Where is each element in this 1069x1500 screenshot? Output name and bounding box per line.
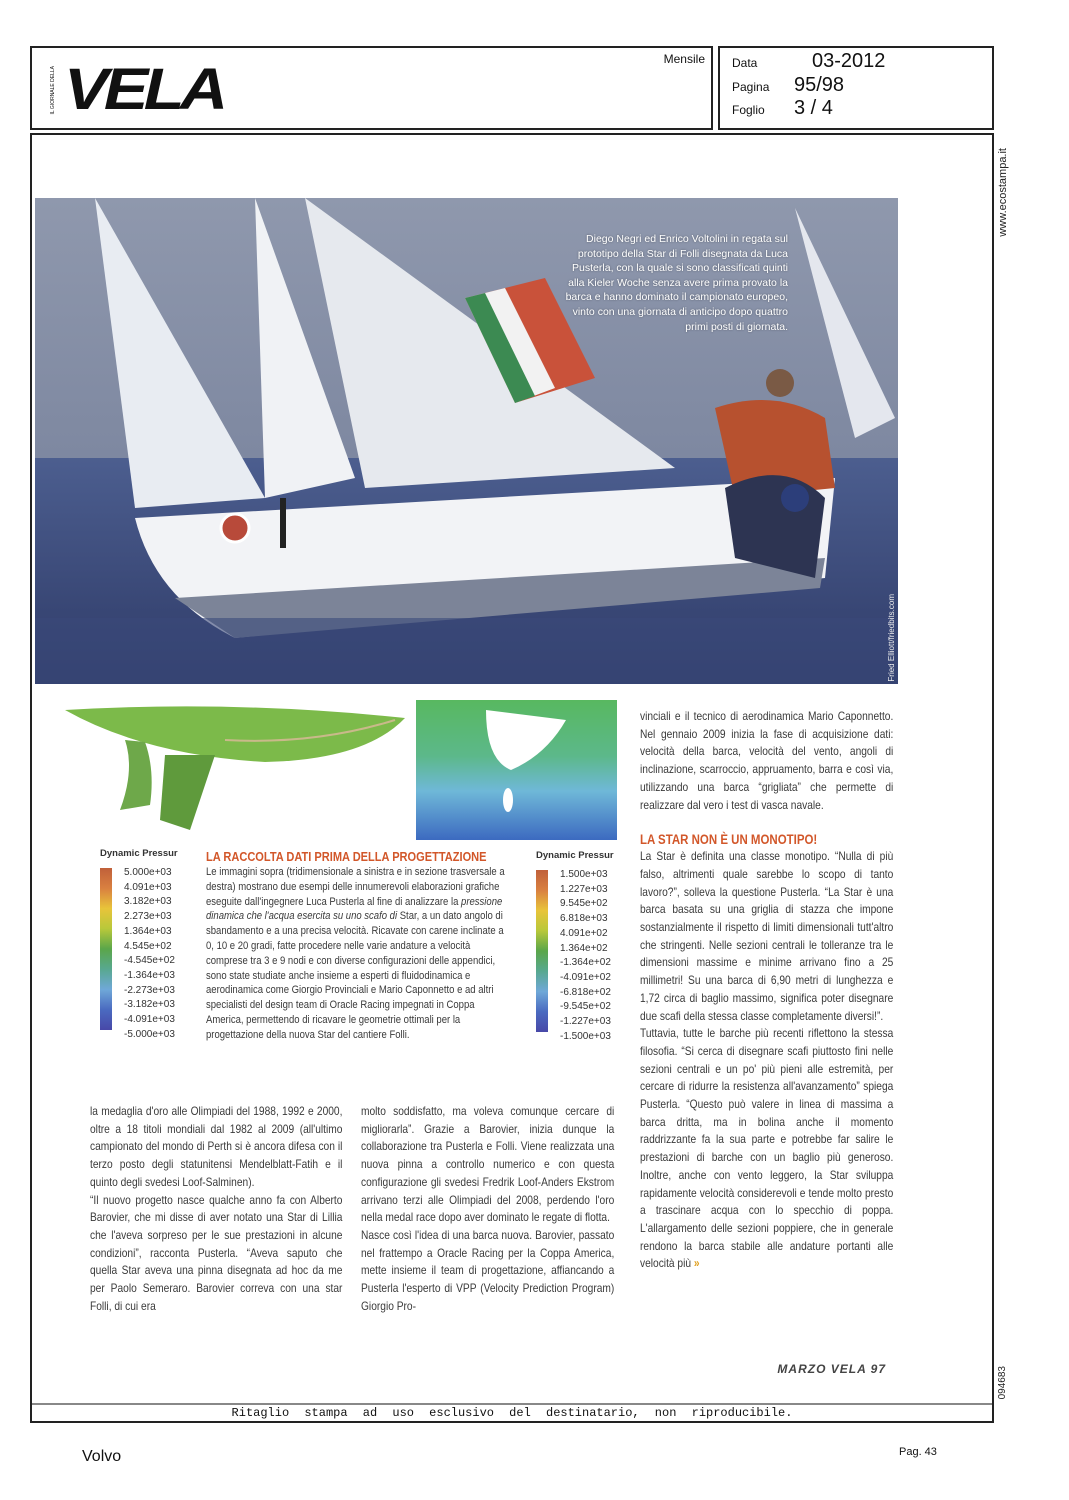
legend-title: Dynamic Pressur — [100, 848, 178, 859]
frequency-label: Mensile — [663, 52, 705, 66]
legend-value: 3.182e+03 — [124, 896, 172, 908]
page-value: 95/98 — [794, 74, 845, 96]
paragraph: La Star è definita una classe monotipo. “Nulla di più falso, altrimenti quale sarebbe lo scopo di tanto lavoro?”, solleva la questione Pusterla. “La Star è una barca basata su una griglia di stazza che impone sostanzialmente il rispetto di limiti dimensionali tutt'altro che stringenti. Nelle sezioni centrali le tolleranze tra le dimensioni massime e minime arrivano fino a 25 millimetri! Su una barca di 6,90 metri di lunghezza e 1,72 circa di baglio massimo, significa poter disegnare due scafi della stessa classe completamente diversi!”. — [640, 849, 894, 1023]
sheet-row — [732, 97, 833, 119]
disclaimer: Ritaglio stampa ad uso esclusivo del destinatario, non riproducibile. — [32, 1403, 992, 1421]
legend-colorbar — [536, 870, 548, 1032]
legend-value: 1.364e+03 — [124, 925, 172, 937]
article-column-1 — [90, 1103, 342, 1315]
photo-credit: Fried Elliott/friedbits.com — [887, 594, 896, 682]
article-column-2 — [361, 1103, 614, 1315]
sheet-label: Foglio — [732, 103, 765, 117]
sidebar-text-a: Le immagini sopra (tridimensionale a sinistra e in sezione trasversale a destra) mostrano due esempi delle innumerevoli elaborazioni grafiche eseguite dall'ingegnere Luca Pusterla al fine di analizzare la — [206, 866, 505, 908]
legend-value: -4.091e+02 — [560, 971, 611, 983]
legend-value: 2.273e+03 — [124, 911, 172, 923]
legend-value: 4.091e+02 — [560, 927, 608, 939]
legend-value: -9.545e+02 — [560, 1001, 611, 1013]
legend-value: 5.000e+03 — [124, 867, 172, 878]
paragraph: la medaglia d'oro alle Olimpiadi del 1988, 1992 e 2000, oltre a 18 titoli mondiali dal 1982 al 2009 (all'ultimo campionato del mondo di Perth si è ancora difesa con il terzo posto degli statunitensi Mendelblatt-Fatih e il quinto degli svedesi Loof-Salminen). — [90, 1104, 343, 1189]
date-row — [732, 50, 886, 72]
hull-section-shape — [416, 700, 617, 840]
website-label: www.ecostampa.it — [997, 148, 1009, 237]
legend-value: -1.364e+03 — [124, 969, 175, 981]
legend-value: -5.000e+03 — [124, 1028, 175, 1040]
page-number: Pag. 43 — [899, 1446, 937, 1458]
hull-section-pressure-image — [416, 700, 617, 840]
legend-value: -1.500e+03 — [560, 1030, 611, 1042]
legend-value: -1.364e+02 — [560, 957, 611, 969]
sidebar-text-b: Star, a un dato angolo di sbandamento e a una precisa velocità. Ricavate con carene inclinate a 0, 10 e 20 gradi, fatte procedere nelle varie andature a velocità comprese tra 3 e 9 nodi e con diverse configurazioni delle appendici, sono state studiate anche insieme a esperti di fluidodinamica e aerodinamica come Giorgio Provinciali e Mario Caponnetto e ad altri specialisti del design team di Oracle Racing impegnati in Coppa America, permettendo di ricavare le geometrie ottimali per la progettazione della nuova Star del cantiere Folli. — [206, 910, 504, 1041]
masthead-box — [30, 46, 713, 130]
legend-values — [560, 868, 611, 1044]
photo-caption: Diego Negri ed Enrico Voltolini in regata sul prototipo della Star di Folli disegnata da Luca Pusterla, con la quale si sono classificati quinti alla Kieler Woche senza avere prima provato la barca e hanno dominato il campionato europeo, vinto con una giornata di anticipo dopo quattro primi posti di giornata. — [565, 233, 788, 333]
legend-value: -1.227e+03 — [560, 1016, 611, 1028]
sailing-photo — [35, 198, 898, 684]
continue-marker: » — [693, 1256, 700, 1271]
legend-values — [124, 866, 175, 1042]
legend-value: -2.273e+03 — [124, 984, 175, 996]
page-row — [732, 74, 845, 96]
hull-3d-pressure-image — [65, 700, 405, 840]
date-value: 03-2012 — [812, 50, 886, 72]
legend-value: 9.545e+02 — [560, 898, 608, 910]
clip-code: 094683 — [997, 1366, 1008, 1400]
paragraph: molto soddisfatto, ma voleva comunque cercare di migliorarla”. Grazie a Barovier, inizia dunque la collaborazione tra Pusterla e Folli. Viene realizzata una nuova pinna a controllo numerico e con questa configurazione gli svedesi Fredrik Loof-Anders Ekstrom arrivano terzi alle Olimpiadi del 2008, perdendo l'oro nella medal race dopo aver dominato le regate di flotta. — [361, 1104, 615, 1225]
page-label: Pagina — [732, 80, 770, 94]
legend-value: -4.091e+03 — [124, 1014, 175, 1026]
date-label: Data — [732, 56, 758, 70]
clipping-meta-box — [718, 46, 994, 130]
legend-value: 6.818e+03 — [560, 913, 608, 925]
sidebar-text-italic: pressione dinamica che l'acqua esercita su uno scafo di — [206, 895, 503, 923]
legend-value: 4.091e+03 — [124, 881, 172, 893]
article-column-3 — [640, 708, 893, 1273]
legend-title: Dynamic Pressur — [536, 850, 614, 861]
sidebar-box — [206, 849, 512, 1043]
logo-tagline: IL GIORNALE DELLA — [50, 66, 56, 115]
paragraph: vinciali e il tecnico di aerodinamica Mario Caponnetto. Nel gennaio 2009 inizia la fase di acquisizione dati: velocità della barca, velocità del vento, angoli di inclinazione, scarroccio, appruamento, barra e così via, utilizzando una barca “grigliata” che permette di realizzare dal vero i test di vasca navale. — [640, 709, 894, 812]
paragraph: Nasce così l'idea di una barca nuova. Barovier, passato nel frattempo a Oracle Racing per la Coppa America, mette insieme il team di progettazione, affiancando a Pusterla l'esperto di VPP (Velocity Prediction Program) Giorgio Pro- — [361, 1227, 615, 1313]
sheet-value: 3 / 4 — [794, 97, 833, 119]
client-name: Volvo — [82, 1448, 122, 1465]
legend-value: -6.818e+02 — [560, 986, 611, 998]
sidebar-heading: LA RACCOLTA DATI PRIMA DELLA PROGETTAZIONE — [206, 849, 487, 864]
legend-value: -3.182e+03 — [124, 999, 175, 1011]
paragraph: “Il nuovo progetto nasce qualche anno fa con Alberto Barovier, che mi disse di aver notato una Star di Lillia che l'aveva sorpreso per le sue prestazioni in alcune condizioni”, racconta Pusterla. “Aveva saputo che quella Star aveva una pinna disegnata ad hoc da me per Paolo Semeraro. Barovier correva con una star Folli, di cui era — [90, 1192, 343, 1313]
legend-value: 1.364e+02 — [560, 942, 608, 954]
legend-value: 1.227e+03 — [560, 883, 608, 895]
legend-colorbar — [100, 868, 112, 1030]
legend-value: 1.500e+03 — [560, 869, 608, 880]
pressure-legend-section — [536, 850, 614, 1042]
pressure-legend-3d — [100, 848, 178, 1040]
legend-value: -4.545e+02 — [124, 955, 175, 967]
section-heading: LA STAR NON È UN MONOTIPO! — [640, 832, 818, 848]
sidebar-text — [206, 865, 512, 1043]
vela-logo: VELA — [64, 57, 224, 122]
legend-value: 4.545e+02 — [124, 940, 172, 952]
paragraph: Tuttavia, tutte le barche più recenti riflettono la stessa filosofia. “Si cerca di disegnare scafi piuttosto fini nelle sezioni centrali e un po' più pieni alle estremità, per cercare di ridurre la resistenza all'avanzamento” spiega Pusterla. “Questo può valere in linea di massima a barca dritta, ma in bolina anche il momento raddrizzante fa la sua parte e potrebbe far salire le prestazioni di barche con un baglio più generoso. Inoltre, anche con vento leggero, la Star sviluppa rapidamente velocità considerevoli e tende molto presto a trascinare acqua con lo specchio di poppa. L'allargamento delle sezioni poppiere, che in generale rendono la barca stabile alle andature portanti alle velocità più — [640, 1026, 894, 1271]
page-folio: MARZO VELA 97 — [777, 1362, 886, 1376]
